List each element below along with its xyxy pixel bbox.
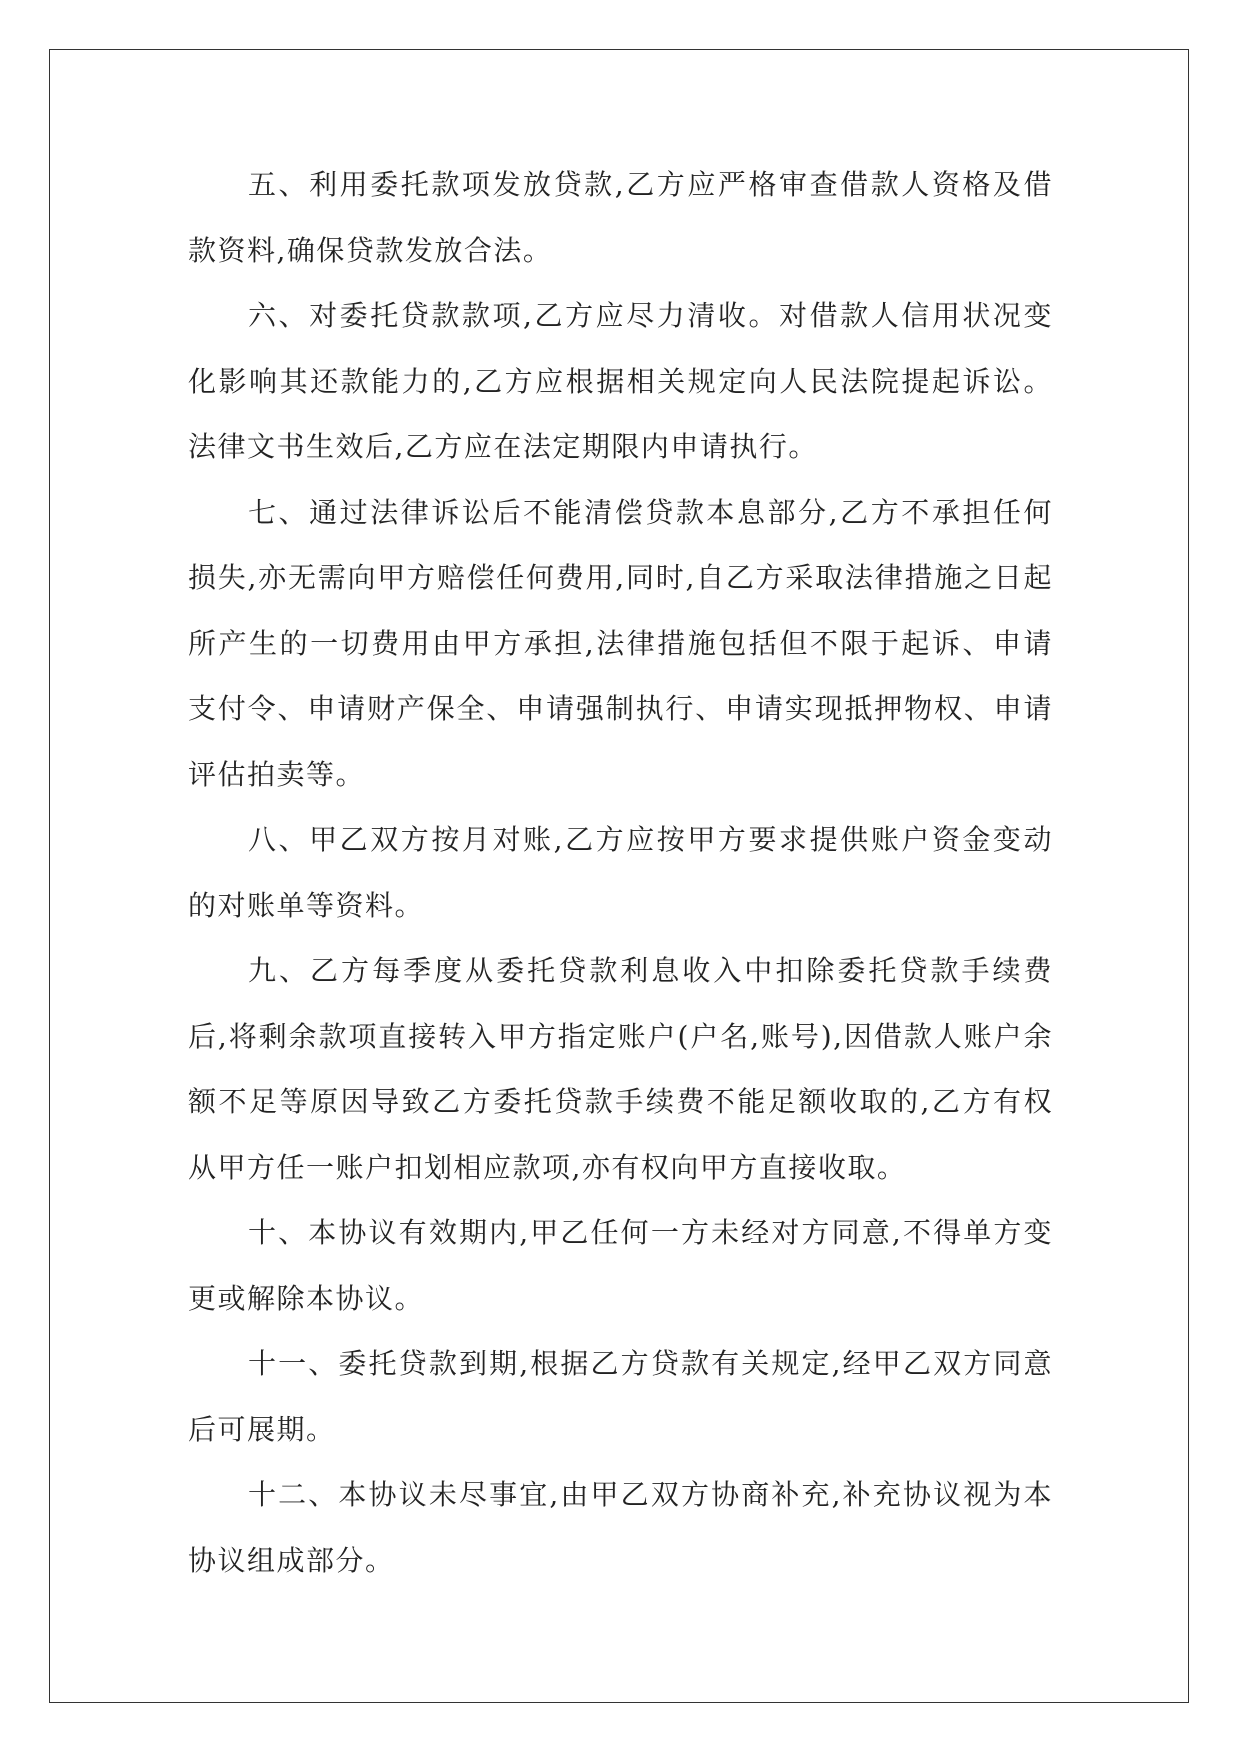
clause-11: 十一、委托贷款到期,根据乙方贷款有关规定,经甲乙双方同意后可展期。 xyxy=(188,1347,1053,1446)
clause-7: 七、通过法律诉讼后不能清偿贷款本息部分,乙方不承担任何损失,亦无需向甲方赔偿任何费用,同时,自乙方采取法律措施之日起所产生的一切费用由甲方承担,法律措施包括但不限于起诉、申请支付令、申请财产保全、申请强制执行、申请实现抵押物权、申请评估拍卖等。 xyxy=(188,495,1053,791)
document-body xyxy=(188,152,1053,1593)
clause-6: 六、对委托贷款款项,乙方应尽力清收。对借款人信用状况变化影响其还款能力的,乙方应根据相关规定向人民法院提起诉讼。法律文书生效后,乙方应在法定期限内申请执行。 xyxy=(188,299,1053,463)
clause-12: 十二、本协议未尽事宜,由甲乙双方协商补充,补充协议视为本协议组成部分。 xyxy=(188,1478,1053,1577)
clause-5: 五、利用委托款项发放贷款,乙方应严格审查借款人资格及借款资料,确保贷款发放合法。 xyxy=(188,168,1053,267)
clause-9: 九、乙方每季度从委托贷款利息收入中扣除委托贷款手续费后,将剩余款项直接转入甲方指定账户(户名,账号),因借款人账户余额不足等原因导致乙方委托贷款手续费不能足额收取的,乙方有权从甲方任一账户扣划相应款项,亦有权向甲方直接收取。 xyxy=(188,954,1053,1184)
clause-10: 十、本协议有效期内,甲乙任何一方未经对方同意,不得单方变更或解除本协议。 xyxy=(188,1216,1053,1315)
clause-8: 八、甲乙双方按月对账,乙方应按甲方要求提供账户资金变动的对账单等资料。 xyxy=(188,823,1053,922)
